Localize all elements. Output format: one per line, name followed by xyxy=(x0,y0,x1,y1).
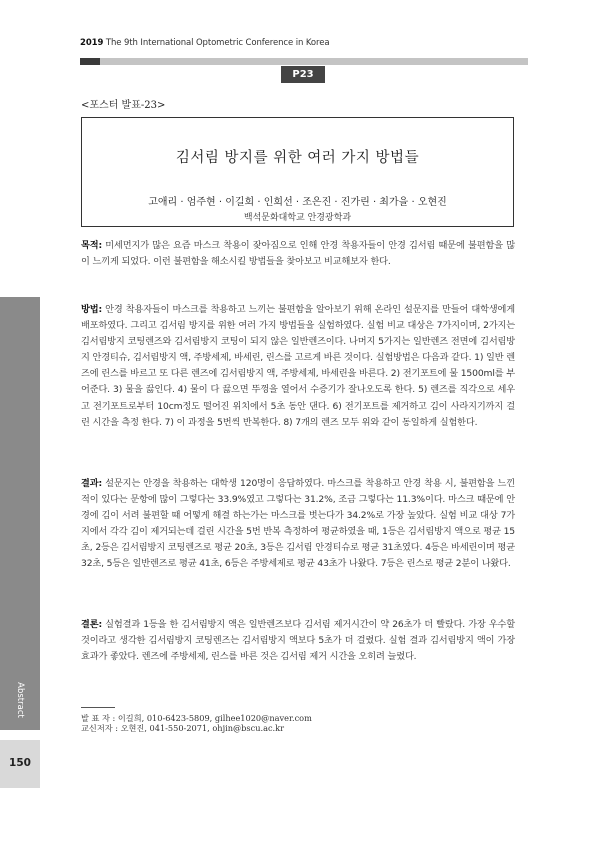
method-text: 안경 착용자들이 마스크를 착용하고 느끼는 불편함을 알아보기 위해 온라인 설문지를 만들어 대학생에게 배포하였다. 그리고 김서림 방지를 위한 여러 가지 방법들을 실험하였다. 실험 비교 대상은 7가지이며, 2가지는 김서림방지 코팅렌즈와 김서림방지 코팅이 되지 않은 일반렌즈이다. 나머지 5가지는 일반렌즈 전면에 김서림방지 안경티슈, 김서림방지 액, 주방세제, 바세린, 린스를 고르게 바른 것이다. 실험방법은 다음과 같다. 1) 일반 렌즈에 린스를 바르고 또 다른 렌즈에 김서림방지 액, 주방세제, 바세린을 바른다. 2) 전기포트에 물 1500ml를 부어준다. 3) 물을 끓인다. 4) 물이 다 끓으면 뚜껑을 열어서 수증기가 잘나오도록 한다. 5) 렌즈를 직각으로 세우고 전기포트로부터 10cm정도 떨어진 위치에서 5초 동안 댄다. 6) 전기포트를 제거하고 김이 사라지기까지 걸린 시간을 측정 한다. 7) 이 과정을 5번씩 반복한다. 8) 7개의 렌즈 모두 위와 같이 동일하게 실험한다. xyxy=(81,304,515,428)
footnote-presenter: 발 표 자 : 이길희, 010-6423-5809, gilhee1020@naver.com xyxy=(81,713,312,723)
purpose-text: 미세먼지가 많은 요즘 마스크 착용이 잦아짐으로 인해 안경 착용자들이 안경 김서림 때문에 불편함을 많이 느끼게 되었다. 이런 불편함을 해소시킬 방법들을 찾아보고 비교해보자 한다. xyxy=(81,240,515,268)
results-paragraph xyxy=(81,476,515,573)
affiliation: 백석문화대학교 안경광학과 xyxy=(243,213,352,223)
purpose-paragraph xyxy=(81,238,515,270)
side-label: Abstract xyxy=(15,682,25,718)
running-header xyxy=(80,38,329,48)
header-conference: The 9th International Optometric Conference in Korea xyxy=(105,38,330,48)
purpose-label: 목적: xyxy=(81,240,102,251)
paper-title: 김서림 방지를 위한 여러 가지 방법들 xyxy=(175,150,420,166)
method-paragraph xyxy=(81,302,515,431)
footnote-corresponding: 교신저자 : 오현진, 041-550-2071, ohjin@bscu.ac.kr xyxy=(81,723,285,733)
title-box xyxy=(81,117,514,227)
poster-code-badge: P23 xyxy=(281,66,325,83)
footnote-rule xyxy=(81,707,115,708)
side-tab xyxy=(0,297,40,730)
header-rule-light xyxy=(100,58,528,65)
method-label: 방법: xyxy=(81,304,102,315)
author-list: 고애리 · 엄주현 · 이길희 · 인희선 · 조은진 · 진가린 · 최가을 · 오현진 xyxy=(148,197,447,208)
results-text: 설문지는 안경을 착용하는 대학생 120명이 응답하였다. 마스크를 착용하고 안경 착용 시, 불편함을 느낀 적이 있다는 문항에 많이 그렇다는 33.9%였고 그렇다는 31.2%, 조금 그렇다는 11.3%이다. 마스크 때문에 안경에 김이 서려 불편할 때 어떻게 해결 하는가는 마스크를 벗는다가 34.2%로 가장 높았다. 실험 비교 대상 7가지에서 각각 김이 제거되는데 걸린 시간을 5번 반복 측정하여 평균하였을 때, 1등은 김서림방지 액으로 평균 15초, 2등은 김서림방지 코팅렌즈로 평균 20초, 3등은 김서림 안경티슈로 평균 31초였다. 4등은 바세린이며 평균 32초, 5등은 일반렌즈로 평균 41초, 6등은 주방세제로 평균 43초가 나왔다. 7등은 린스로 평균 2분이 나왔다. xyxy=(81,478,515,570)
conclusion-paragraph xyxy=(81,617,515,665)
page-number: 150 xyxy=(9,757,31,769)
section-label: <포스터 발표-23> xyxy=(81,100,166,111)
header-year: 2019 xyxy=(80,38,104,48)
results-label: 결과: xyxy=(81,478,102,489)
header-rule-dark xyxy=(80,58,100,65)
conclusion-label: 결론: xyxy=(81,619,102,630)
conclusion-text: 실험결과 1등을 한 김서림방지 액은 일반렌즈보다 김서림 제거시간이 약 26초가 더 빨랐다. 가장 우수할 것이라고 생각한 김서림방지 코팅렌즈는 김서림방지 액보다 5초가 더 걸렸다. 실험 결과 김서림방지 액이 가장 효과가 좋았다. 렌즈에 주방세제, 린스를 바른 것은 김서림 제거 시간을 오히려 늘렸다. xyxy=(81,619,515,663)
